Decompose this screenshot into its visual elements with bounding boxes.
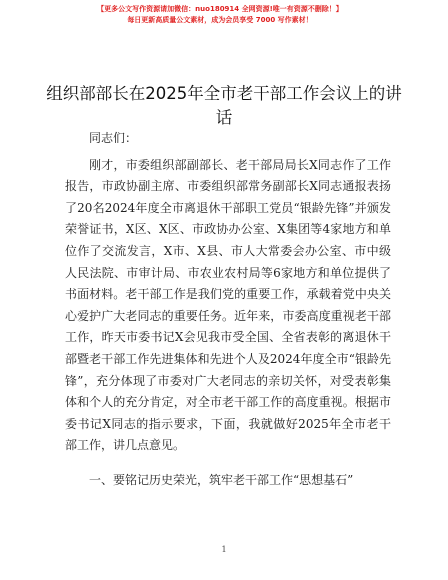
promo-banner-line-1: 【更多公文写作资源请加微信：nuo180914 全网资源!唯一有资源不删除！】	[97, 5, 343, 13]
promo-banner	[60, 4, 380, 26]
greeting: 同志们：	[89, 131, 138, 145]
promo-banner-line-2: 每日更新高质量公文素材，成为会员享受 7000 写作素材！	[127, 16, 313, 24]
section-heading-1: 一、要铭记历史荣光，筑牢老干部工作“思想基石”	[89, 472, 354, 487]
page-number: 1	[221, 545, 227, 554]
document-body	[65, 128, 391, 492]
document-title: 组织部部长在2025年全市老干部工作会议上的讲话	[46, 84, 402, 127]
paragraph-1: 刚才，市委组织部副部长、老干部局局长X同志作了工作报告，市政协副主席、市委组织部常务副部长X同志通报表扬了20名2024年度全市离退休干部职工党员“银龄先锋”并颁发荣誉证书，X区、X区、市政协办公室、X集团等4家地方和单位作了交流发言，X市、X县、市人大常委会办公室、市中级人民法院、市审计局、市农业农村局等6家地方和单位提供了书面材料。老干部工作是我们党的重要工作，承载着党中央关心爱护广大老同志的重要任务。近年来，市委高度重视老干部工作，昨天市委书记X会见我市受全国、全省表彰的离退休干部暨老干部工作先进集体和先进个人及2024年度全市“银龄先锋”，充分体现了市委对广大老同志的亲切关怀，对受表彰集体和个人的充分肯定，对全市老干部工作的高度重视。根据市委书记X同志的指示要求，下面，我就做好2025年全市老干部工作，讲几点意见。	[65, 157, 391, 453]
